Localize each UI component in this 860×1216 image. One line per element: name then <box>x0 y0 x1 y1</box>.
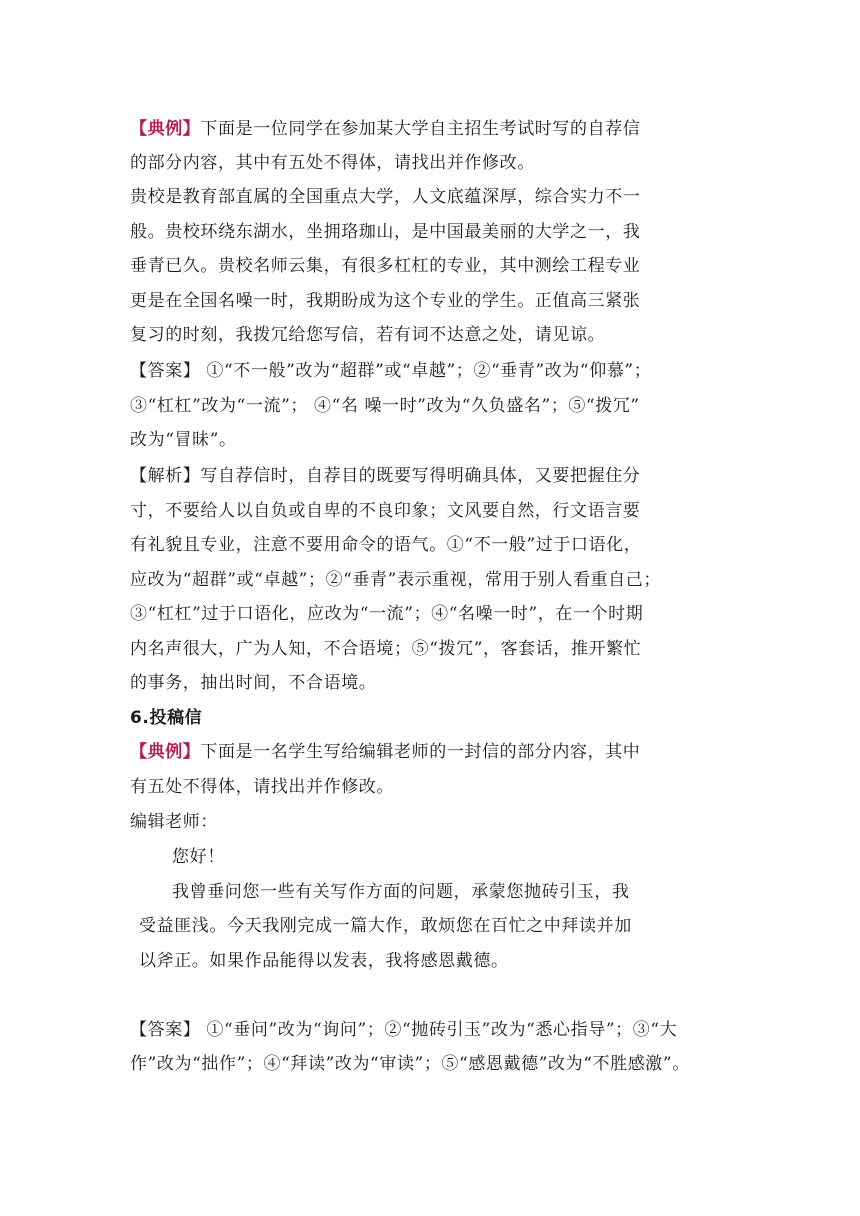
answer-label: 【答案】 <box>130 1020 201 1040</box>
answer-1-line-1: 【答案】 ①“不一般”改为“超群”或“卓越”；②“垂青”改为“仰慕”； <box>130 361 652 381</box>
letter-1-line-5: 复习的时刻，我拨冗给您写信，若有词不达意之处，请见谅。 <box>130 325 606 345</box>
example-label: 【典例】 <box>130 119 201 139</box>
section-heading: 6.投稿信 <box>130 708 203 728</box>
letter-1-line-3: 垂青已久。贵校名师云集，有很多杠杠的专业，其中测绘工程专业 <box>130 256 641 276</box>
analysis-1-line-2: 寸，不要给人以自负或自卑的不良印象；文风要自然，行文语言要 <box>130 501 641 521</box>
letter-2-body-line-2: 受益匪浅。今天我刚完成一篇大作，敢烦您在百忙之中拜读并加 <box>139 916 632 936</box>
answer-1-line-3: 改为“冒昧”。 <box>130 430 237 450</box>
analysis-1-line-6: 内名声很大，广为人知，不合语境；⑤“拨冗”，客套话，推开繁忙 <box>130 639 642 659</box>
analysis-1-line-7: 的事务，抽出时间，不合语境。 <box>130 673 377 693</box>
answer-2-line-2: 作”改为“拙作”；④“拜读”改为“审读”；⑤“感恩戴德”改为“不胜感激”。 <box>130 1054 690 1074</box>
analysis-1-line-5: ③“杠杠”过于口语化，应改为“一流”；④“名噪一时”，在一个时期 <box>130 604 644 624</box>
analysis-1-line-1: 【解析】写自荐信时，自荐目的既要写得明确具体，又要把握住分 <box>130 466 641 486</box>
example-1-line-1: 【典例】下面是一位同学在参加某大学自主招生考试时写的自荐信 <box>130 119 641 139</box>
example-label: 【典例】 <box>130 742 201 762</box>
letter-1-line-2: 般。贵校环绕东湖水，坐拥珞珈山，是中国最美丽的大学之一，我 <box>130 222 641 242</box>
letter-2-greeting: 您好！ <box>172 847 225 867</box>
letter-2-body-line-1: 我曾垂问您一些有关写作方面的问题，承蒙您抛砖引玉，我 <box>172 882 630 902</box>
example-2-line-1: 【典例】下面是一名学生写给编辑老师的一封信的部分内容，其中 <box>130 742 641 762</box>
letter-1-line-4: 更是在全国名噪一时，我期盼成为这个专业的学生。正值高三紧张 <box>130 291 641 311</box>
answer-1-line-2: ③“杠杠”改为“一流”； ④“名 噪一时”改为“久负盛名”；⑤“拨冗” <box>130 396 640 416</box>
letter-2-salutation: 编辑老师： <box>130 812 218 832</box>
example-2-line-2: 有五处不得体，请找出并作修改。 <box>130 777 394 797</box>
analysis-1-line-4: 应改为“超群”或“卓越”；②“垂青”表示重视，常用于别人看重自己； <box>130 570 661 590</box>
analysis-1-line-3: 有礼貌且专业，注意不要用命令的语气。①“不一般”过于口语化， <box>130 535 642 555</box>
letter-2-body-line-3: 以斧正。如果作品能得以发表，我将感恩戴德。 <box>139 951 509 971</box>
letter-1-line-1: 贵校是教育部直属的全国重点大学，人文底蕴深厚，综合实力不一 <box>130 187 641 207</box>
analysis-label: 【解析】 <box>130 466 201 486</box>
example-1-line-2: 的部分内容，其中有五处不得体，请找出并作修改。 <box>130 153 535 173</box>
answer-2-line-1: 【答案】 ①“垂问”改为“询问”；②“抛砖引玉”改为“悉心指导”；③“大 <box>130 1020 678 1040</box>
answer-label: 【答案】 <box>130 361 201 381</box>
